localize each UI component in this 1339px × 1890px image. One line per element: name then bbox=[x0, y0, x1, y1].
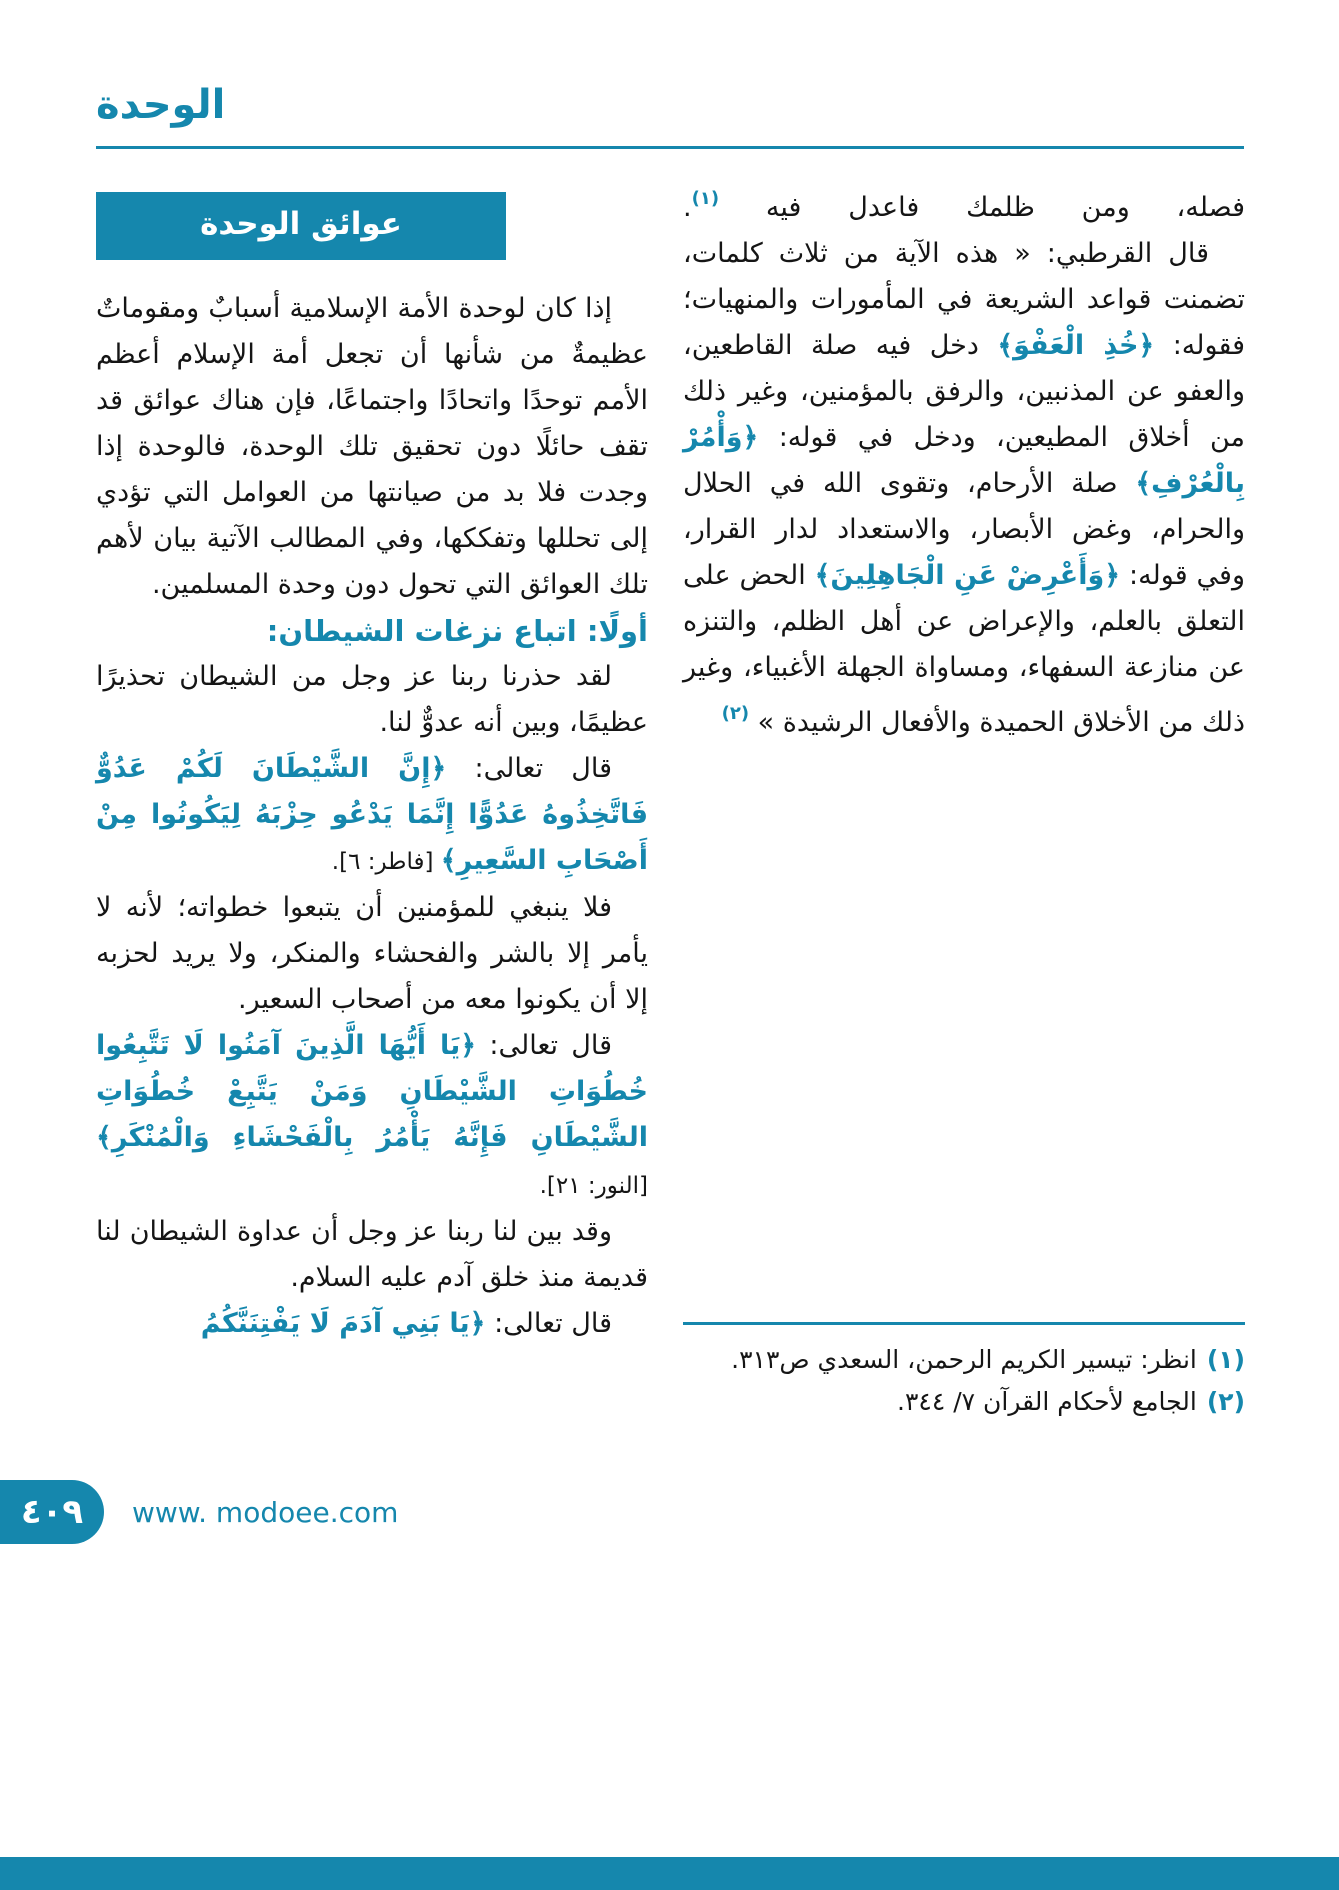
quran-verse: ﴿يَا أَيُّهَا الَّذِينَ آمَنُوا لَا تَتَّبِعُوا خُطُوَاتِ الشَّيْطَانِ وَمَنْ يَتَّبِعْ خُطُوَاتِ الشَّيْطَانِ فَإِنَّهُ يَأْمُرُ بِالْفَحْشَاءِ وَالْمُنْكَرِ﴾ bbox=[96, 1030, 648, 1153]
body-text: فصله، ومن ظلمك فاعدل فيه bbox=[719, 192, 1245, 223]
ayah-reference: [النور: ٢١]. bbox=[539, 1173, 648, 1199]
footnote-marker-2: (٢) bbox=[721, 703, 750, 724]
paragraph bbox=[96, 746, 648, 885]
column-left bbox=[96, 192, 648, 1347]
quran-verse: ﴿إِنَّ الشَّيْطَانَ لَكُمْ عَدُوٌّ فَاتَّخِذُوهُ عَدُوًّا إِنَّمَا يَدْعُو حِزْبَهُ لِيَكُونُوا مِنْ أَصْحَابِ السَّعِيرِ﴾ bbox=[96, 753, 648, 876]
page-number-pill bbox=[0, 1480, 104, 1544]
body-text: صلة الأرحام، وتقوى الله في الحلال والحرام، وغض الأبصار، والاستعداد لدار القرار، وفي قوله: bbox=[683, 468, 1245, 591]
page-number: ٤٠٩ bbox=[20, 1492, 84, 1532]
body-text: الحض على التعلق بالعلم، والإعراض عن أهل الظلم، والتنزه عن منازعة السفهاء، ومساواة الجهلة الأغبياء، وغير ذلك من الأخلاق الحميدة والأفعال الرشيدة » bbox=[683, 560, 1245, 738]
header-rule bbox=[96, 146, 1244, 149]
quran-verse: ﴿وَأْمُرْ بِالْعُرْفِ﴾ bbox=[683, 422, 1245, 499]
footnote-separator bbox=[683, 1322, 1245, 1325]
quran-verse: ﴿يَا بَنِي آدَمَ لَا يَفْتِنَنَّكُمُ bbox=[200, 1308, 486, 1339]
footnote-number: (١) bbox=[1206, 1345, 1245, 1374]
column-right bbox=[683, 176, 1245, 746]
paragraph bbox=[96, 1023, 648, 1209]
body-text: قال تعالى: bbox=[476, 1030, 612, 1061]
footnote-marker-1: (١) bbox=[691, 188, 720, 209]
running-header-title: الوحدة bbox=[96, 82, 226, 128]
body-text: قال القرطبي: « هذه الآية من ثلاث كلمات، تضمنت قواعد الشريعة في المأمورات والمنهيات؛ فقوله: bbox=[683, 238, 1246, 361]
section-title-box: عوائق الوحدة bbox=[96, 192, 506, 260]
paragraph bbox=[683, 231, 1245, 746]
footer-bar bbox=[0, 1857, 1339, 1890]
body-text: قال تعالى: bbox=[485, 1308, 612, 1339]
body-text: . bbox=[683, 192, 692, 223]
footnote-item bbox=[683, 1339, 1245, 1381]
paragraph: فلا ينبغي للمؤمنين أن يتبعوا خطواته؛ لأنه لا يأمر إلا بالشر والفحشاء والمنكر، ولا يريد لحزبه إلا أن يكونوا معه من أصحاب السعير. bbox=[96, 892, 648, 1015]
paragraph: وقد بين لنا ربنا عز وجل أن عداوة الشيطان لنا قديمة منذ خلق آدم عليه السلام. bbox=[96, 1216, 648, 1293]
ayah-reference: [فاطر: ٦]. bbox=[331, 849, 441, 875]
footnote-text: انظر: تيسير الكريم الرحمن، السعدي ص٣١٣. bbox=[731, 1345, 1197, 1374]
footnote-item bbox=[683, 1381, 1245, 1423]
site-url: www. modoee.com bbox=[132, 1496, 399, 1529]
footnote-text: الجامع لأحكام القرآن ٧/ ٣٤٤. bbox=[897, 1387, 1197, 1416]
quran-verse: ﴿وَأَعْرِضْ عَنِ الْجَاهِلِينَ﴾ bbox=[814, 560, 1121, 591]
paragraph: لقد حذرنا ربنا عز وجل من الشيطان تحذيرًا عظيمًا، وبين أنه عدوٌّ لنا. bbox=[96, 661, 648, 738]
subsection-heading: أولًا: اتباع نزغات الشيطان: bbox=[266, 614, 648, 648]
quran-verse: ﴿خُذِ الْعَفْوَ﴾ bbox=[997, 330, 1155, 361]
paragraph: إذا كان لوحدة الأمة الإسلامية أسبابٌ ومقوماتٌ عظيمةٌ من شأنها أن تجعل أمة الإسلام أعظم الأمم توحدًا واتحادًا واجتماعًا، فإن هناك عوائق قد تقف حائلًا دون تحقيق تلك الوحدة، فالوحدة إذا وجدت فلا بد من صيانتها من العوامل التي تؤدي إلى تحللها وتفككها، وفي المطالب الآتية بيان لأهم تلك العوائق التي تحول دون وحدة المسلمين. bbox=[96, 293, 648, 600]
body-text: دخل فيه صلة القاطعين، والعفو عن المذنبين، والرفق بالمؤمنين، وغير ذلك من أخلاق المطيعين، ودخل في قوله: bbox=[683, 330, 1245, 453]
paragraph bbox=[683, 176, 1245, 231]
footnotes bbox=[683, 1322, 1245, 1423]
footnote-number: (٢) bbox=[1206, 1387, 1245, 1416]
body-text: قال تعالى: bbox=[446, 753, 613, 784]
paragraph bbox=[96, 1301, 648, 1347]
